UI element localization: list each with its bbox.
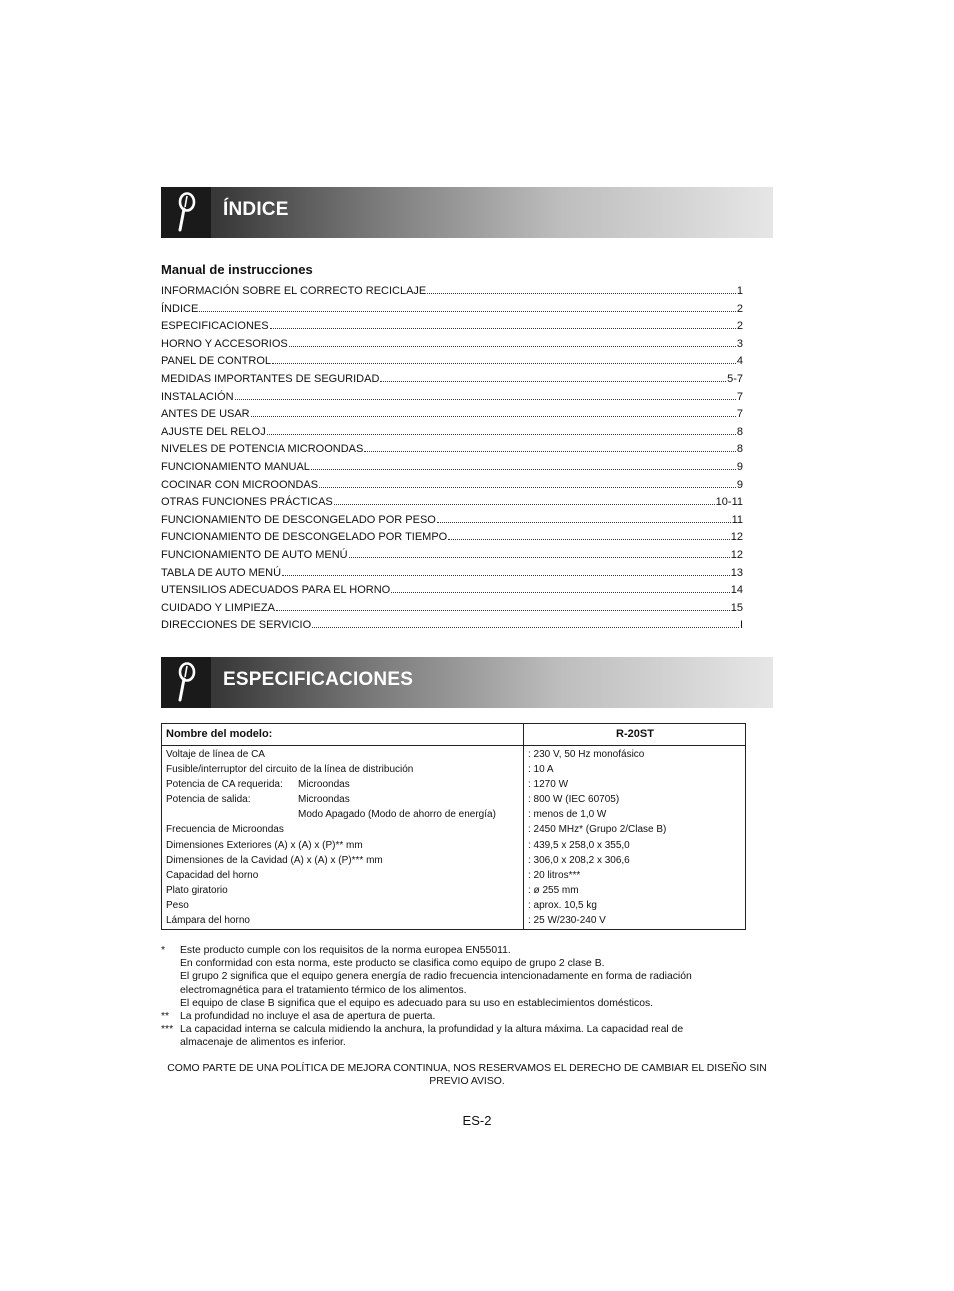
spec-sublabel: Microondas: [298, 779, 350, 791]
footnote-text: [180, 1023, 771, 1049]
spec-sublabel: Microondas: [298, 794, 350, 806]
spec-row: [162, 809, 745, 824]
toc-entry-label: MEDIDAS IMPORTANTES DE SEGURIDAD: [161, 372, 380, 385]
table-of-contents: [161, 285, 743, 637]
toc-entry: [161, 496, 743, 514]
banner-icon-box: [161, 187, 211, 238]
toc-entry-page: 1: [736, 285, 743, 297]
pen-nib-icon: [173, 662, 199, 702]
toc-entry-label: UTENSILIOS ADECUADOS PARA EL HORNO: [161, 584, 391, 597]
disclaimer-line: COMO PARTE DE UNA POLÍTICA DE MEJORA CONTINUA, NOS RESERVAMOS EL DERECHO DE CAMBIAR EL DISEÑO SIN: [167, 1063, 767, 1074]
toc-dot-leader: [282, 575, 730, 576]
specifications-table-header: [162, 724, 745, 746]
spec-row: [162, 855, 745, 870]
toc-entry: [161, 443, 743, 461]
toc-entry-page: 7: [736, 390, 743, 403]
model-name-label: Nombre del modelo:: [166, 728, 273, 740]
toc-entry: [161, 479, 743, 497]
toc-dot-leader: [364, 451, 736, 452]
spec-value: : ø 255 mm: [528, 884, 579, 896]
toc-entry-page: 4: [736, 355, 743, 368]
footnote: [161, 1023, 771, 1049]
toc-entry-page: 12: [730, 548, 743, 561]
toc-dot-leader: [276, 610, 730, 611]
toc-dot-leader: [267, 434, 736, 435]
page-number: ES-2: [462, 1113, 492, 1128]
footnote-marker: ***: [161, 1024, 174, 1036]
pen-nib-icon: [173, 192, 199, 232]
toc-entry-label: AJUSTE DEL RELOJ: [161, 425, 266, 438]
toc-dot-leader: [380, 381, 726, 382]
toc-dot-leader: [319, 487, 736, 488]
toc-dot-leader: [334, 504, 715, 505]
toc-entry-page: 11: [731, 513, 743, 526]
spec-row: [162, 840, 745, 855]
toc-entry-page: 14: [730, 584, 743, 597]
especificaciones-section-banner: [161, 657, 773, 708]
toc-dot-leader: [311, 469, 736, 470]
toc-entry-label: DIRECCIONES DE SERVICIO: [161, 619, 312, 632]
footnote-line: El equipo de clase B significa que el equipo es adecuado para su uso en establecimientos domésticos.: [180, 997, 654, 1009]
toc-entry: [161, 514, 743, 532]
spec-label: Peso: [166, 899, 189, 911]
spec-value: : aprox. 10,5 kg: [528, 899, 597, 911]
toc-entry: [161, 373, 743, 391]
toc-entry-label: ESPECIFICACIONES: [161, 320, 269, 333]
toc-entry-page: I: [739, 619, 743, 632]
toc-entry: [161, 338, 743, 356]
toc-dot-leader: [199, 311, 736, 312]
toc-dot-leader: [437, 522, 731, 523]
toc-entry-page: 3: [736, 337, 743, 350]
toc-entry-label: INFORMACIÓN SOBRE EL CORRECTO RECICLAJE: [161, 285, 427, 297]
toc-entry-label: FUNCIONAMIENTO DE AUTO MENÚ: [161, 548, 348, 561]
toc-entry-label: NIVELES DE POTENCIA MICROONDAS: [161, 443, 364, 456]
spec-value: : menos de 1,0 W: [528, 809, 607, 821]
design-change-disclaimer: [161, 1062, 773, 1089]
toc-entry-page: 12: [730, 531, 743, 544]
footnotes: [161, 944, 771, 1050]
footnote: [161, 944, 771, 1010]
spec-row: [162, 749, 745, 764]
toc-entry: [161, 285, 743, 303]
spec-value: : 800 W (IEC 60705): [528, 794, 620, 806]
toc-entry-page: 10-11: [715, 496, 743, 509]
toc-entry: [161, 567, 743, 585]
footnote-line: En conformidad con esta norma, este producto se clasifica como equipo de grupo 2 clase B.: [180, 958, 605, 970]
footnote-line: La profundidad no incluye el asa de apertura de puerta.: [180, 1011, 436, 1023]
specifications-table: [161, 723, 746, 930]
toc-dot-leader: [235, 399, 736, 400]
toc-entry-label: PANEL DE CONTROL: [161, 355, 272, 368]
toc-entry: [161, 408, 743, 426]
spec-sublabel: Modo Apagado (Modo de ahorro de energía): [298, 809, 496, 821]
toc-entry: [161, 303, 743, 321]
especificaciones-title: ESPECIFICACIONES: [223, 669, 414, 690]
spec-row: [162, 764, 745, 779]
toc-entry: [161, 426, 743, 444]
indice-title: ÍNDICE: [223, 199, 289, 220]
spec-value: : 25 W/230-240 V: [528, 915, 606, 927]
toc-entry-page: 2: [736, 302, 743, 315]
toc-entry-page: 2: [736, 320, 743, 333]
spec-row: [162, 870, 745, 885]
toc-dot-leader: [289, 346, 736, 347]
spec-row: [162, 824, 745, 839]
toc-entry-page: 8: [736, 425, 743, 438]
spec-value: : 1270 W: [528, 779, 569, 791]
toc-dot-leader: [427, 293, 736, 294]
spec-label: Potencia de salida:: [166, 794, 251, 806]
toc-entry-label: FUNCIONAMIENTO DE DESCONGELADO POR TIEMPO: [161, 531, 448, 544]
model-name-value: R-20ST: [616, 728, 654, 740]
spec-label: Frecuencia de Microondas: [166, 824, 284, 836]
toc-entry: [161, 619, 743, 637]
spec-value: : 306,0 x 208,2 x 306,6: [528, 854, 630, 866]
spec-value: : 2450 MHz* (Grupo 2/Clase B): [528, 824, 667, 836]
footnote: [161, 1010, 771, 1023]
footnote-marker: *: [161, 945, 166, 956]
footnote-text: [180, 1010, 771, 1023]
toc-heading: Manual de instrucciones: [161, 262, 313, 277]
toc-dot-leader: [251, 416, 736, 417]
footnote-line: electromagnética para el tratamiento térmico de los alimentos.: [180, 984, 467, 996]
toc-dot-leader: [270, 328, 736, 329]
spec-label: Capacidad del horno: [166, 869, 259, 881]
specifications-rows: [162, 749, 745, 930]
toc-entry-page: 7: [736, 408, 743, 421]
toc-entry-label: CUIDADO Y LIMPIEZA: [161, 601, 275, 614]
toc-entry-label: ANTES DE USAR: [161, 408, 250, 421]
banner-icon-box: [161, 657, 211, 708]
toc-entry-page: 9: [736, 460, 743, 473]
disclaimer-line: PREVIO AVISO.: [429, 1076, 505, 1088]
toc-entry-page: 15: [730, 601, 743, 614]
toc-entry-label: ÍNDICE: [161, 302, 199, 315]
spec-value: : 230 V, 50 Hz monofásico: [528, 749, 645, 760]
spec-row: [162, 794, 745, 809]
spec-label: Lámpara del horno: [166, 915, 250, 927]
toc-dot-leader: [391, 592, 730, 593]
toc-entry-page: 9: [736, 478, 743, 491]
toc-entry-page: 5-7: [727, 372, 743, 385]
toc-entry: [161, 549, 743, 567]
footnote-line: Este producto cumple con los requisitos de la norma europea EN55011.: [180, 945, 511, 956]
spec-value: : 10 A: [528, 764, 554, 776]
toc-entry-page: 8: [736, 443, 743, 456]
toc-entry-label: FUNCIONAMIENTO DE DESCONGELADO POR PESO: [161, 513, 436, 526]
toc-entry-label: INSTALACIÓN: [161, 390, 234, 403]
toc-dot-leader: [349, 557, 730, 558]
toc-dot-leader: [312, 627, 739, 628]
toc-dot-leader: [272, 363, 736, 364]
spec-value: : 439,5 x 258,0 x 355,0: [528, 839, 630, 851]
spec-value: : 20 litros***: [528, 869, 581, 881]
spec-label: Voltaje de línea de CA: [166, 749, 265, 760]
spec-label: Dimensiones de la Cavidad (A) x (A) x (P)*** mm: [166, 854, 383, 866]
spec-label: Plato giratorio: [166, 884, 228, 896]
toc-entry-label: COCINAR CON MICROONDAS: [161, 478, 319, 491]
spec-label: Fusible/interruptor del circuito de la línea de distribución: [166, 764, 414, 776]
spec-label: Potencia de CA requerida:: [166, 779, 283, 791]
toc-entry-label: TABLA DE AUTO MENÚ: [161, 566, 282, 579]
footnote-line: almacenaje de alimentos es inferior.: [180, 1037, 346, 1049]
footnote-line: La capacidad interna se calcula midiendo la anchura, la profundidad y la altura máxima. La capacidad real de: [180, 1024, 684, 1036]
spec-label: Dimensiones Exteriores (A) x (A) x (P)** mm: [166, 839, 363, 851]
spec-row: [162, 900, 745, 915]
toc-entry: [161, 584, 743, 602]
toc-entry-label: OTRAS FUNCIONES PRÁCTICAS: [161, 496, 333, 509]
toc-entry: [161, 391, 743, 409]
indice-section-banner: [161, 187, 773, 238]
toc-entry: [161, 320, 743, 338]
spec-row: [162, 779, 745, 794]
toc-entry: [161, 602, 743, 620]
spec-row: [162, 915, 745, 930]
spec-row: [162, 885, 745, 900]
toc-entry-label: FUNCIONAMIENTO MANUAL: [161, 460, 310, 473]
footnote-marker: **: [161, 1011, 170, 1023]
footnote-line: El grupo 2 significa que el equipo genera energía de radio frecuencia intencionadamente en forma de radiación: [180, 971, 692, 983]
footnote-text: [180, 944, 771, 1010]
toc-entry-label: HORNO Y ACCESORIOS: [161, 337, 288, 350]
toc-dot-leader: [448, 539, 730, 540]
toc-entry: [161, 355, 743, 373]
toc-entry: [161, 531, 743, 549]
toc-entry: [161, 461, 743, 479]
toc-entry-page: 13: [730, 566, 743, 579]
